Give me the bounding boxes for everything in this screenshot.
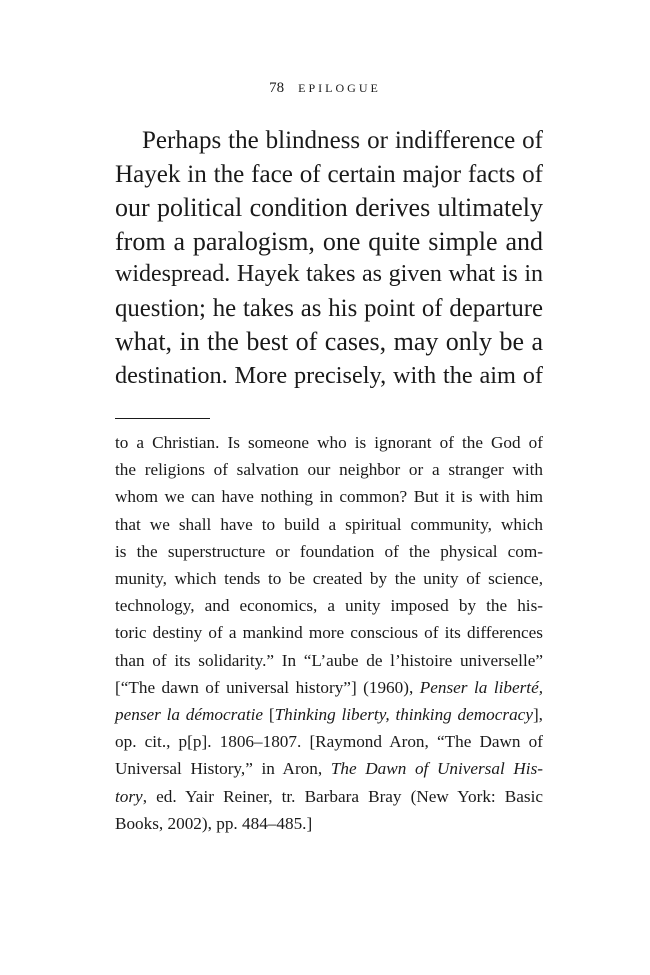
- footnote-line: [115, 755, 543, 782]
- book-title-italic: penser la démocratie: [115, 705, 264, 725]
- book-title-italic: Penser la liberté,: [419, 677, 543, 697]
- footnote-line: than of its solidarity.” In “L’aube de l’histoire universelle”: [115, 650, 543, 670]
- page-number: 78: [269, 80, 285, 96]
- main-line: Perhaps the blindness or indifference of: [142, 127, 543, 154]
- book-title-italic: tory: [115, 786, 143, 806]
- footnote: [115, 429, 543, 837]
- main-line: destination. More precisely, with the aim of: [115, 361, 543, 389]
- main-line: our political condition derives ultimately: [115, 193, 543, 222]
- footnote-line: [115, 674, 543, 701]
- footnote-text: [: [263, 705, 275, 725]
- footnote-text: Universal History,” in Aron,: [115, 759, 331, 779]
- footnote-line: [115, 783, 543, 810]
- book-title-italic: The Dawn of Universal His-: [330, 759, 543, 779]
- main-line: question; he takes as his point of departure: [115, 294, 543, 322]
- main-line: widespread. Hayek takes as given what is in: [115, 261, 543, 287]
- footnote-line: that we shall have to build a spiritual community, which: [115, 514, 543, 534]
- footnote-text: [“The dawn of universal history”] (1960),: [115, 677, 420, 697]
- footnote-text: , ed. Yair Reiner, tr. Barbara Bray (New York: Basic: [142, 786, 543, 806]
- footnote-line: op. cit., p[p]. 1806–1807. [Raymond Aron, “The Dawn of: [115, 732, 543, 752]
- main-line: from a paralogism, one quite simple and: [115, 226, 543, 256]
- running-head: [0, 80, 650, 97]
- footnote-line: toric destiny of a mankind more conscious of its differences: [115, 623, 543, 643]
- main-paragraph: [115, 124, 543, 392]
- footnote-line: is the superstructure or foundation of the physical com-: [115, 541, 543, 561]
- translated-title-italic: Thinking liberty, thinking democracy: [274, 705, 533, 725]
- main-line: what, in the best of cases, may only be a: [115, 327, 543, 356]
- footnote-line: [115, 701, 543, 728]
- section-title: EPILOGUE: [298, 81, 381, 95]
- main-line: Hayek in the face of certain major facts of: [115, 160, 543, 188]
- footnote-line: technology, and economics, a unity imposed by the his-: [115, 596, 543, 616]
- footnote-line: the religions of salvation our neighbor or a stranger with: [115, 460, 543, 480]
- footnote-line: to a Christian. Is someone who is ignorant of the God of: [115, 433, 543, 452]
- footnote-separator: [115, 418, 210, 419]
- footnote-line: Books, 2002), pp. 484–485.]: [115, 813, 313, 833]
- footnote-text: ],: [532, 705, 543, 725]
- footnote-line: munity, which tends to be created by the unity of science,: [115, 569, 543, 589]
- footnote-line: whom we can have nothing in common? But it is with him: [115, 487, 543, 507]
